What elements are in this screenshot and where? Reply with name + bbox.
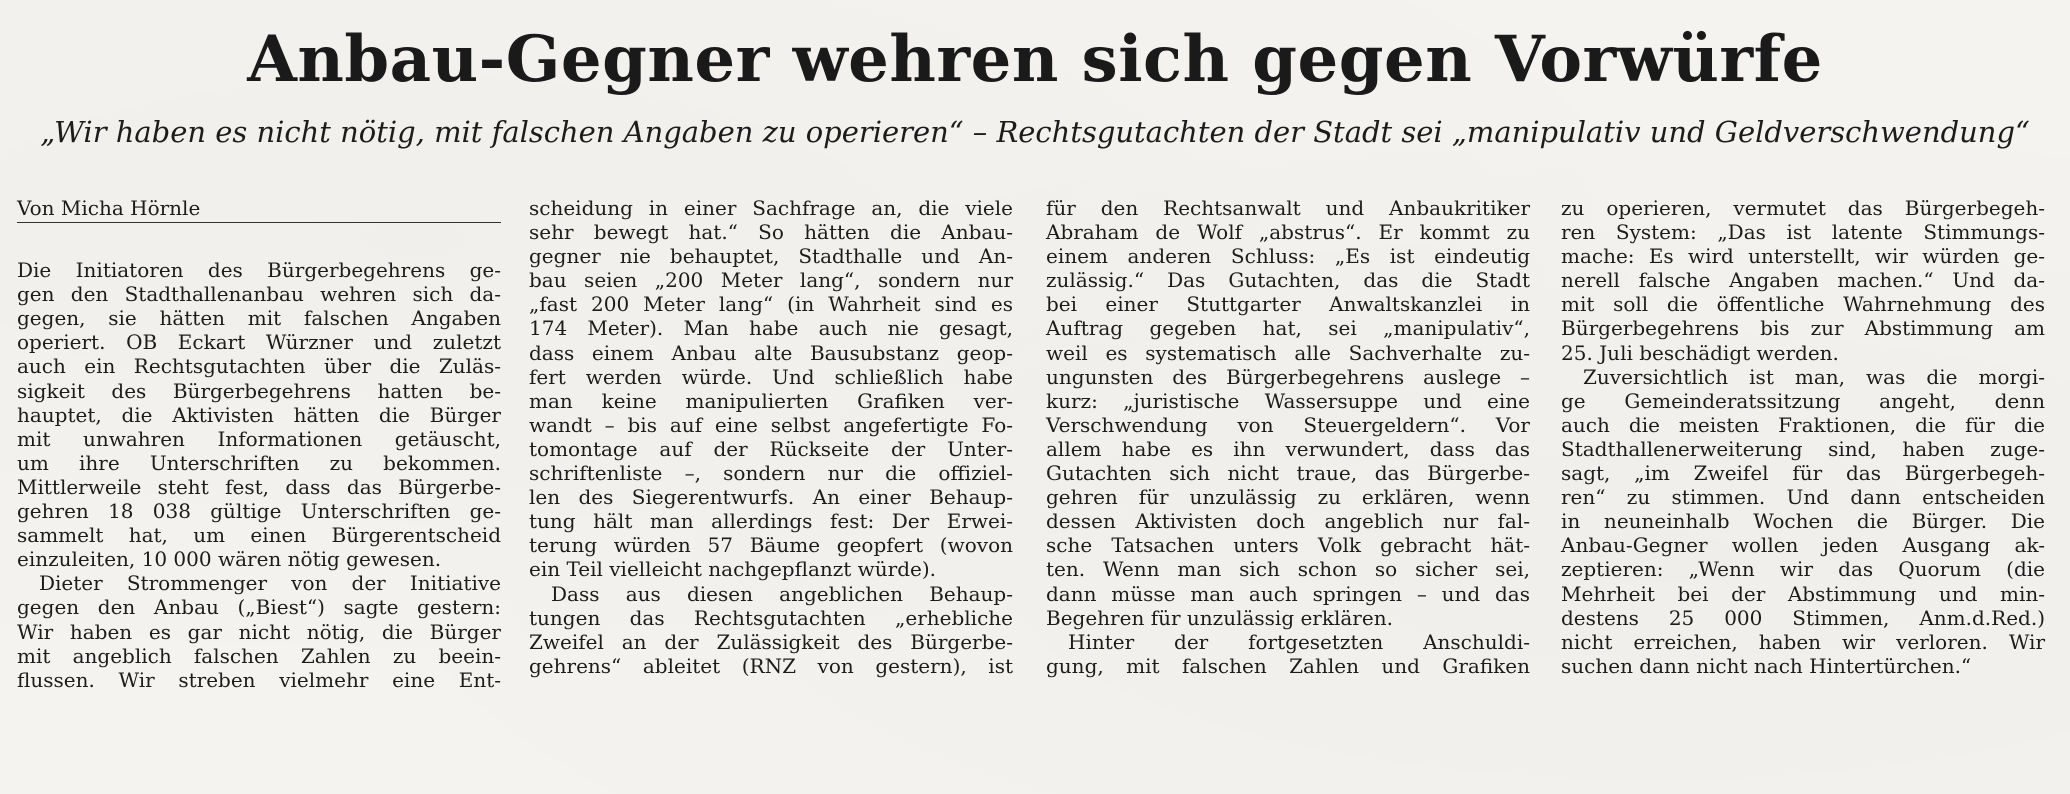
body-line: nerell falsche Angaben machen.“ Und da-	[1561, 268, 2045, 293]
body-line: gung, mit falschen Zahlen und Grafiken	[1046, 653, 1530, 678]
body-line: tung hält man allerdings fest: Der Erwei-	[529, 509, 1013, 534]
body-line: Zweifel an der Zulässigkeit des Bürgerbe-	[529, 629, 1013, 654]
body-line: dass einem Anbau alte Bausubstanz geop-	[529, 340, 1013, 365]
body-line: destens 25 000 Stimmen, Anm.d.Red.)	[1561, 605, 2045, 630]
body-line: gegner nie behauptet, Stadthalle und An-	[529, 244, 1013, 269]
body-line: für den Rechtsanwalt und Anbaukritiker	[1046, 196, 1530, 220]
body-line: terung würden 57 Bäume geopfert (wovon	[529, 533, 1013, 558]
body-line: zulässig.“ Das Gutachten, das die Stadt	[1046, 268, 1530, 293]
body-line: sagt, „im Zweifel für das Bürgerbegeh-	[1561, 461, 2045, 486]
body-line: auch die meisten Fraktionen, die für die	[1561, 412, 2045, 437]
body-line: mit soll die öffentliche Wahrnehmung des	[1561, 292, 2045, 317]
article-column-2	[529, 196, 1013, 678]
body-line: hauptet, die Aktivisten hätten die Bürger	[17, 402, 501, 427]
article-subheadline: „Wir haben es nicht nötig, mit falschen Angaben zu operieren“ – Rechtsgutachten der Stadt sei „manipulativ und Geldverschwendung“	[40, 115, 2030, 149]
body-line: Anbau-Gegner wollen jeden Ausgang ak-	[1561, 533, 2045, 558]
body-line: schriftenliste –, sondern nur die offiziel-	[529, 461, 1013, 486]
body-line: gehrens“ ableitet (RNZ von gestern), ist	[529, 653, 1013, 678]
body-line: mit angeblich falschen Zahlen zu beein-	[17, 643, 501, 668]
body-line: gegen, sie hätten mit falschen Angaben	[17, 306, 501, 331]
body-line: Hinter der fortgesetzten Anschuldi-	[1068, 629, 1530, 654]
body-line: len des Siegerentwurfs. An einer Behaup-	[529, 485, 1013, 510]
body-line: Stadthallenerweiterung sind, haben zuge-	[1561, 436, 2045, 461]
body-line: scheidung in einer Sachfrage an, die viele	[529, 196, 1013, 220]
article-byline: Von Micha Hörnle	[17, 196, 201, 220]
body-line: dessen Aktivisten doch angeblich nur fal-	[1046, 509, 1530, 534]
body-line: 25. Juli beschädigt werden.	[1561, 340, 1839, 365]
body-line: Dieter Strommenger von der Initiative	[39, 571, 501, 596]
body-line: gegen den Anbau („Biest“) sagte gestern:	[17, 595, 501, 620]
body-line: um ihre Unterschriften zu bekommen.	[17, 450, 501, 475]
body-line: tungen das Rechtsgutachten „erhebliche	[529, 605, 1013, 630]
body-line: ungunsten des Bürgerbegehrens auslege –	[1046, 364, 1530, 389]
body-line: zeptieren: „Wenn wir das Quorum (die	[1561, 557, 2045, 582]
body-line: mache: Es wird unterstellt, wir würden ge-	[1561, 244, 2045, 269]
body-line: gen den Stadthallenanbau wehren sich da-	[17, 282, 501, 307]
body-line: gehren 18 038 gültige Unterschriften ge-	[17, 499, 501, 524]
body-line: ein Teil vielleicht nachgepflanzt würde).	[529, 557, 937, 582]
body-line: kurz: „juristische Wassersuppe und eine	[1046, 388, 1530, 413]
body-line: ge Gemeinderatssitzung angeht, denn	[1561, 388, 2045, 413]
article-column-1	[17, 196, 501, 692]
body-line: sehr bewegt hat.“ So hätten die Anbau-	[529, 220, 1013, 245]
body-line: flussen. Wir streben vielmehr eine Ent-	[17, 667, 501, 692]
body-line: allem habe es ihn verwundert, dass das	[1046, 436, 1530, 461]
body-line: bei einer Stuttgarter Anwaltskanzlei in	[1046, 292, 1530, 317]
body-line: dann müsse man auch springen – und das	[1046, 581, 1530, 606]
article-headline: Anbau-Gegner wehren sich gegen Vorwürfe	[247, 22, 1823, 97]
body-line: operiert. OB Eckart Würzner und zuletzt	[17, 330, 501, 355]
body-line: sche Tatsachen unters Volk gebracht hät-	[1046, 533, 1530, 558]
body-line: „fast 200 Meter lang“ (in Wahrheit sind es	[529, 292, 1013, 317]
body-line: auch ein Rechtsgutachten über die Zuläs-	[17, 354, 501, 379]
body-line: Mittlerweile steht fest, dass das Bürgerbe-	[17, 474, 501, 499]
body-line: tomontage auf der Rückseite der Unter-	[529, 436, 1013, 461]
body-line: Mehrheit bei der Abstimmung und min-	[1561, 581, 2045, 606]
article-column-4	[1561, 196, 2045, 678]
body-line: einzuleiten, 10 000 wären nötig gewesen.	[17, 547, 442, 572]
body-line: zu operieren, vermutet das Bürgerbegeh-	[1561, 196, 2045, 220]
body-line: Begehren für unzulässig erklären.	[1046, 605, 1393, 630]
body-line: Zuversichtlich ist man, was die morgi-	[1583, 364, 2045, 389]
body-line: ren“ zu stimmen. Und dann entscheiden	[1561, 485, 2045, 510]
body-line: wandt – bis auf eine selbst angefertigte Fo-	[529, 412, 1013, 437]
body-line: ten. Wenn man sich schon so sicher sei,	[1046, 557, 1530, 582]
body-line: Abraham de Wolf „abstrus“. Er kommt zu	[1046, 220, 1530, 245]
body-line: 174 Meter). Man habe auch nie gesagt,	[529, 316, 1013, 341]
body-line: mit unwahren Informationen getäuscht,	[17, 426, 501, 451]
body-line: sammelt hat, um einen Bürgerentscheid	[17, 523, 501, 548]
body-line: Gutachten sich nicht traue, das Bürgerbe-	[1046, 461, 1530, 486]
byline-divider	[17, 222, 501, 223]
body-line: Wir haben es gar nicht nötig, die Bürger	[17, 619, 501, 644]
body-line: Die Initiatoren des Bürgerbegehrens ge-	[17, 258, 501, 283]
body-line: Auftrag gegeben hat, sei „manipulativ“,	[1046, 316, 1530, 341]
body-line: suchen dann nicht nach Hintertürchen.“	[1561, 653, 1972, 678]
body-line: nicht erreichen, haben wir verloren. Wir	[1561, 629, 2045, 654]
body-line: Verschwendung von Steuergeldern“. Vor	[1046, 412, 1530, 437]
body-line: ren System: „Das ist latente Stimmungs-	[1561, 220, 2045, 245]
body-line: Bürgerbegehrens bis zur Abstimmung am	[1561, 316, 2045, 341]
body-line: sigkeit des Bürgerbegehrens hatten be-	[17, 378, 501, 403]
body-line: einem anderen Schluss: „Es ist eindeutig	[1046, 244, 1530, 269]
body-line: weil es systematisch alle Sachverhalte zu-	[1046, 340, 1530, 365]
body-line: fert werden würde. Und schließlich habe	[529, 364, 1013, 389]
body-line: in neuneinhalb Wochen die Bürger. Die	[1561, 509, 2045, 534]
body-line: man keine manipulierten Grafiken ver-	[529, 388, 1013, 413]
body-line: Dass aus diesen angeblichen Behaup-	[551, 581, 1013, 606]
article-column-3	[1046, 196, 1530, 678]
body-line: gehren für unzulässig zu erklären, wenn	[1046, 485, 1530, 510]
body-line: bau seien „200 Meter lang“, sondern nur	[529, 268, 1013, 293]
